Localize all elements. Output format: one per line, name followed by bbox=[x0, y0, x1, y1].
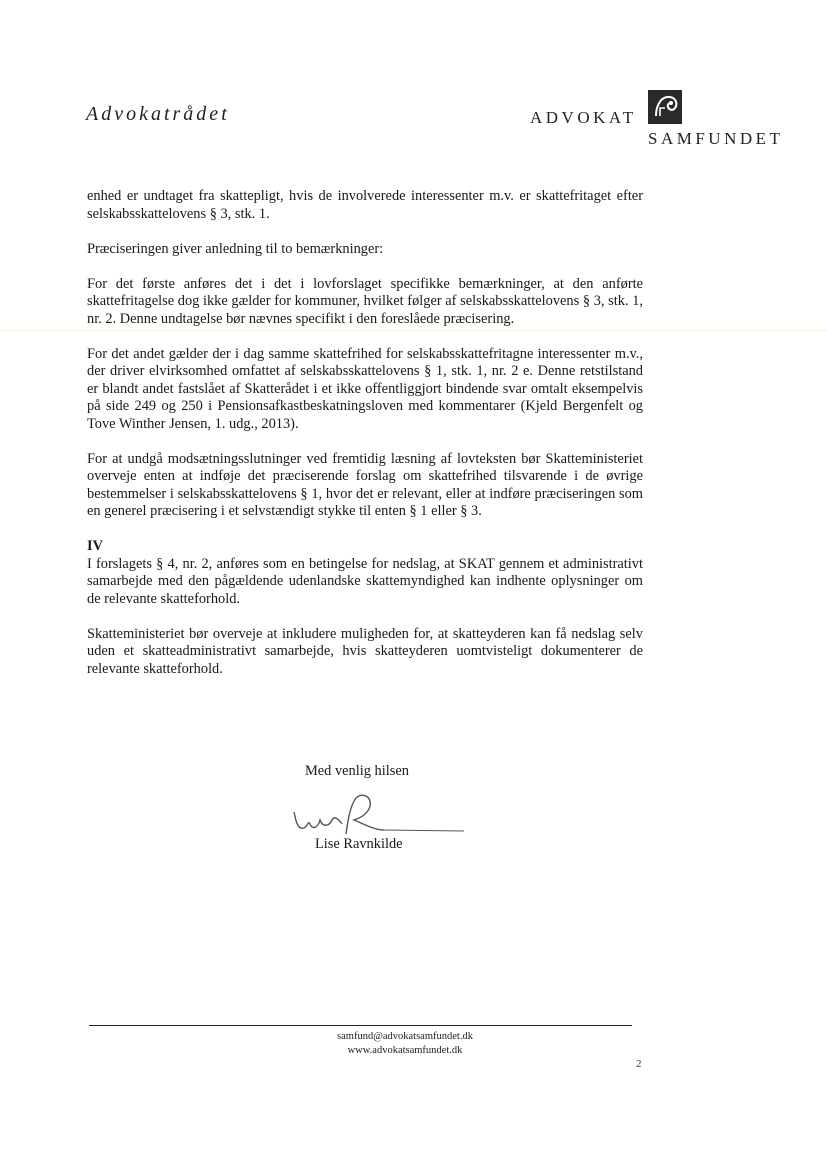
letter-body bbox=[87, 188, 643, 696]
page-number: 2 bbox=[636, 1058, 642, 1070]
footer-email: samfund@advokatsamfundet.dk bbox=[337, 1031, 473, 1042]
footer-website: www.advokatsamfundet.dk bbox=[347, 1045, 463, 1056]
logo-text-line2: SAMFUNDET bbox=[648, 129, 784, 148]
paragraph: For at undgå modsætningsslutninger ved fremtidig læsning af lovteksten bør Skatteministeriet overveje enten at indføje det præciserende forslag om skattefrihed tilsvarende i de øvrige bestemmelser i selskabsskattelovens § 1, hvor det er relevant, eller at indføre præciseringen som en generel præcisering i et selvstændigt stykke til enten § 1 eller § 3. bbox=[87, 450, 643, 519]
paragraph: For det andet gælder der i dag samme skattefrihed for selskabsskattefritagne interessenter m.v., der driver elvirksomhed omfattet af selskabsskattelovens § 1, stk. 1, nr. 2 e. Denne retstilstand er blandt andet fastslået af Skatterådet i et ikke offentliggjort bindende svar omtalt eksempelvis på side 249 og 250 i Pensionsafkastbeskatningsloven med kommentarer (Kjeld Bergenfelt og Tove Winther Jensen, 1. udg., 2013). bbox=[87, 345, 643, 432]
organization-name: Advokatrådet bbox=[86, 103, 230, 125]
closing-greeting: Med venlig hilsen bbox=[305, 763, 409, 779]
handwritten-signature bbox=[284, 790, 474, 842]
paragraph: enhed er undtaget fra skattepligt, hvis de involverede interessenter m.v. er skattefritaget efter selskabsskattelovens § 3, stk. 1. bbox=[87, 188, 643, 222]
logo-text-line1: ADVOKAT bbox=[530, 108, 637, 127]
paragraph: Præciseringen giver anledning til to bemærkninger: bbox=[87, 240, 384, 257]
section-heading: IV bbox=[87, 538, 103, 554]
signer-name: Lise Ravnkilde bbox=[315, 836, 403, 852]
paragraph: Skatteministeriet bør overveje at inkludere muligheden for, at skatteyderen kan få nedslag selv uden et skatteadministrativt samarbejde, hvis skatteyderen uomtvisteligt dokumenterer de relevante skatteforhold. bbox=[87, 625, 643, 677]
paragraph: For det første anføres det i det i lovforslaget specifikke bemærkninger, at den anførte skattefritagelse dog ikke gælder for kommuner, hvilket følger af selskabsskattelovens § 3, stk. 1, nr. 2. Denne undtagelse bør nævnes specifikt i den foreslåede præcisering. bbox=[87, 275, 643, 327]
advokatsamfundet-logo bbox=[530, 90, 800, 150]
logo-emblem-icon bbox=[648, 90, 682, 124]
paragraph: I forslagets § 4, nr. 2, anføres som en betingelse for nedslag, at SKAT gennem et administrativt samarbejde med den pågældende udenlandske skattemyndighed kan indhente oplysninger om de relevante skatteforhold. bbox=[87, 555, 643, 607]
footer-divider bbox=[89, 1025, 632, 1026]
